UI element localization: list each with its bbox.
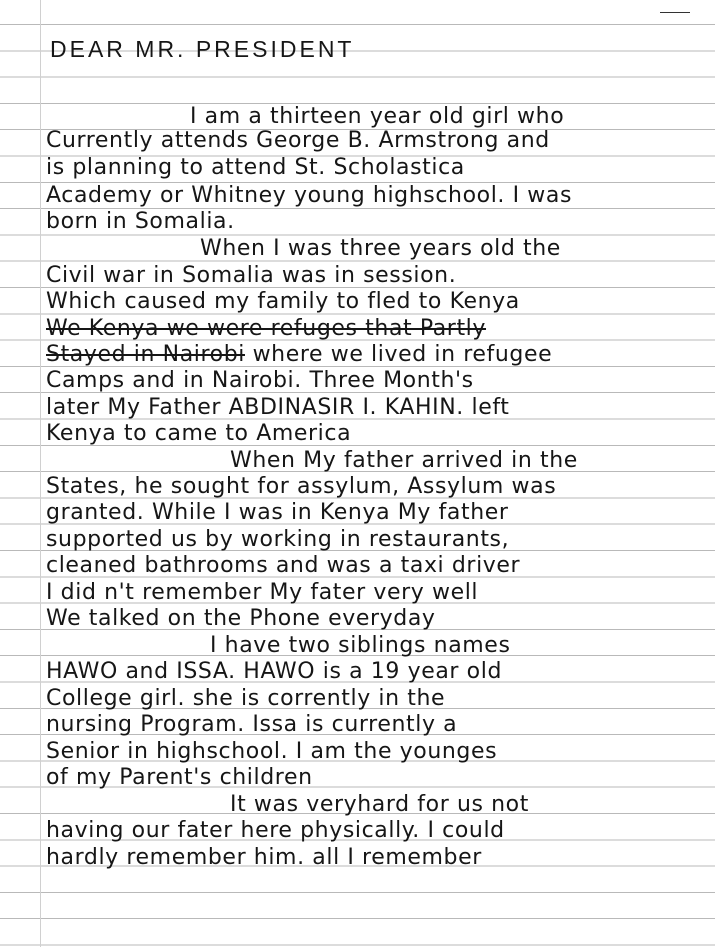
margin-rule (40, 0, 41, 947)
letter-line: Academy or Whitney young highschool. I was (46, 183, 573, 208)
letter-line: later My Father ABDINASIR I. KAHIN. left (46, 395, 510, 420)
letter-line (46, 342, 552, 368)
letter-line: Kenya to came to America (46, 421, 352, 446)
letter-line: When I was three years old the (200, 236, 561, 261)
letter-line: I did n't remember My fater very well (46, 580, 479, 605)
letter-line: College girl. she is corrently in the (46, 686, 446, 711)
letter-line: I have two siblings names (210, 633, 511, 658)
letter-line: We talked on the Phone everyday (46, 606, 436, 631)
letter-line: HAWO and ISSA. HAWO is a 19 year old (46, 659, 503, 684)
letter-line-rest: where we lived in refugee (244, 342, 553, 367)
corner-mark (660, 0, 690, 13)
letter-line: born in Somalia. (46, 209, 235, 234)
letter-line: nursing Program. Issa is currently a (46, 712, 458, 737)
letter-line: Senior in highschool. I am the younges (46, 739, 498, 764)
letter-line: cleaned bathrooms and was a taxi driver (46, 553, 521, 578)
letter-line: is planning to attend St. Scholastica (46, 155, 465, 180)
struck-text: We Kenya we were refuges that Partly (46, 316, 487, 341)
letter-line: of my Parent's children (46, 765, 313, 790)
struck-line (46, 316, 486, 342)
struck-text: Stayed in Nairobi (46, 342, 245, 367)
letter-line: granted. While I was in Kenya My father (46, 500, 509, 525)
salutation: DEAR MR. PRESIDENT (50, 36, 355, 62)
letter-line: supported us by working in restaurants, (46, 527, 510, 552)
letter-line: Civil war in Somalia was in session. (46, 263, 457, 288)
letter-line: I am a thirteen year old girl who (190, 104, 565, 129)
letter-line: It was veryhard for us not (230, 792, 529, 817)
letter-line: States, he sought for assylum, Assylum was (46, 474, 557, 499)
letter-line: Currently attends George B. Armstrong and (46, 128, 550, 153)
letter-line: Which caused my family to fled to Kenya (46, 289, 520, 314)
letter-line: Camps and in Nairobi. Three Month's (46, 368, 474, 393)
letter-line: When My father arrived in the (230, 448, 578, 473)
letter-line: having our fater here physically. I could (46, 818, 505, 843)
letter-line: hardly remember him. all I remember (46, 845, 482, 870)
